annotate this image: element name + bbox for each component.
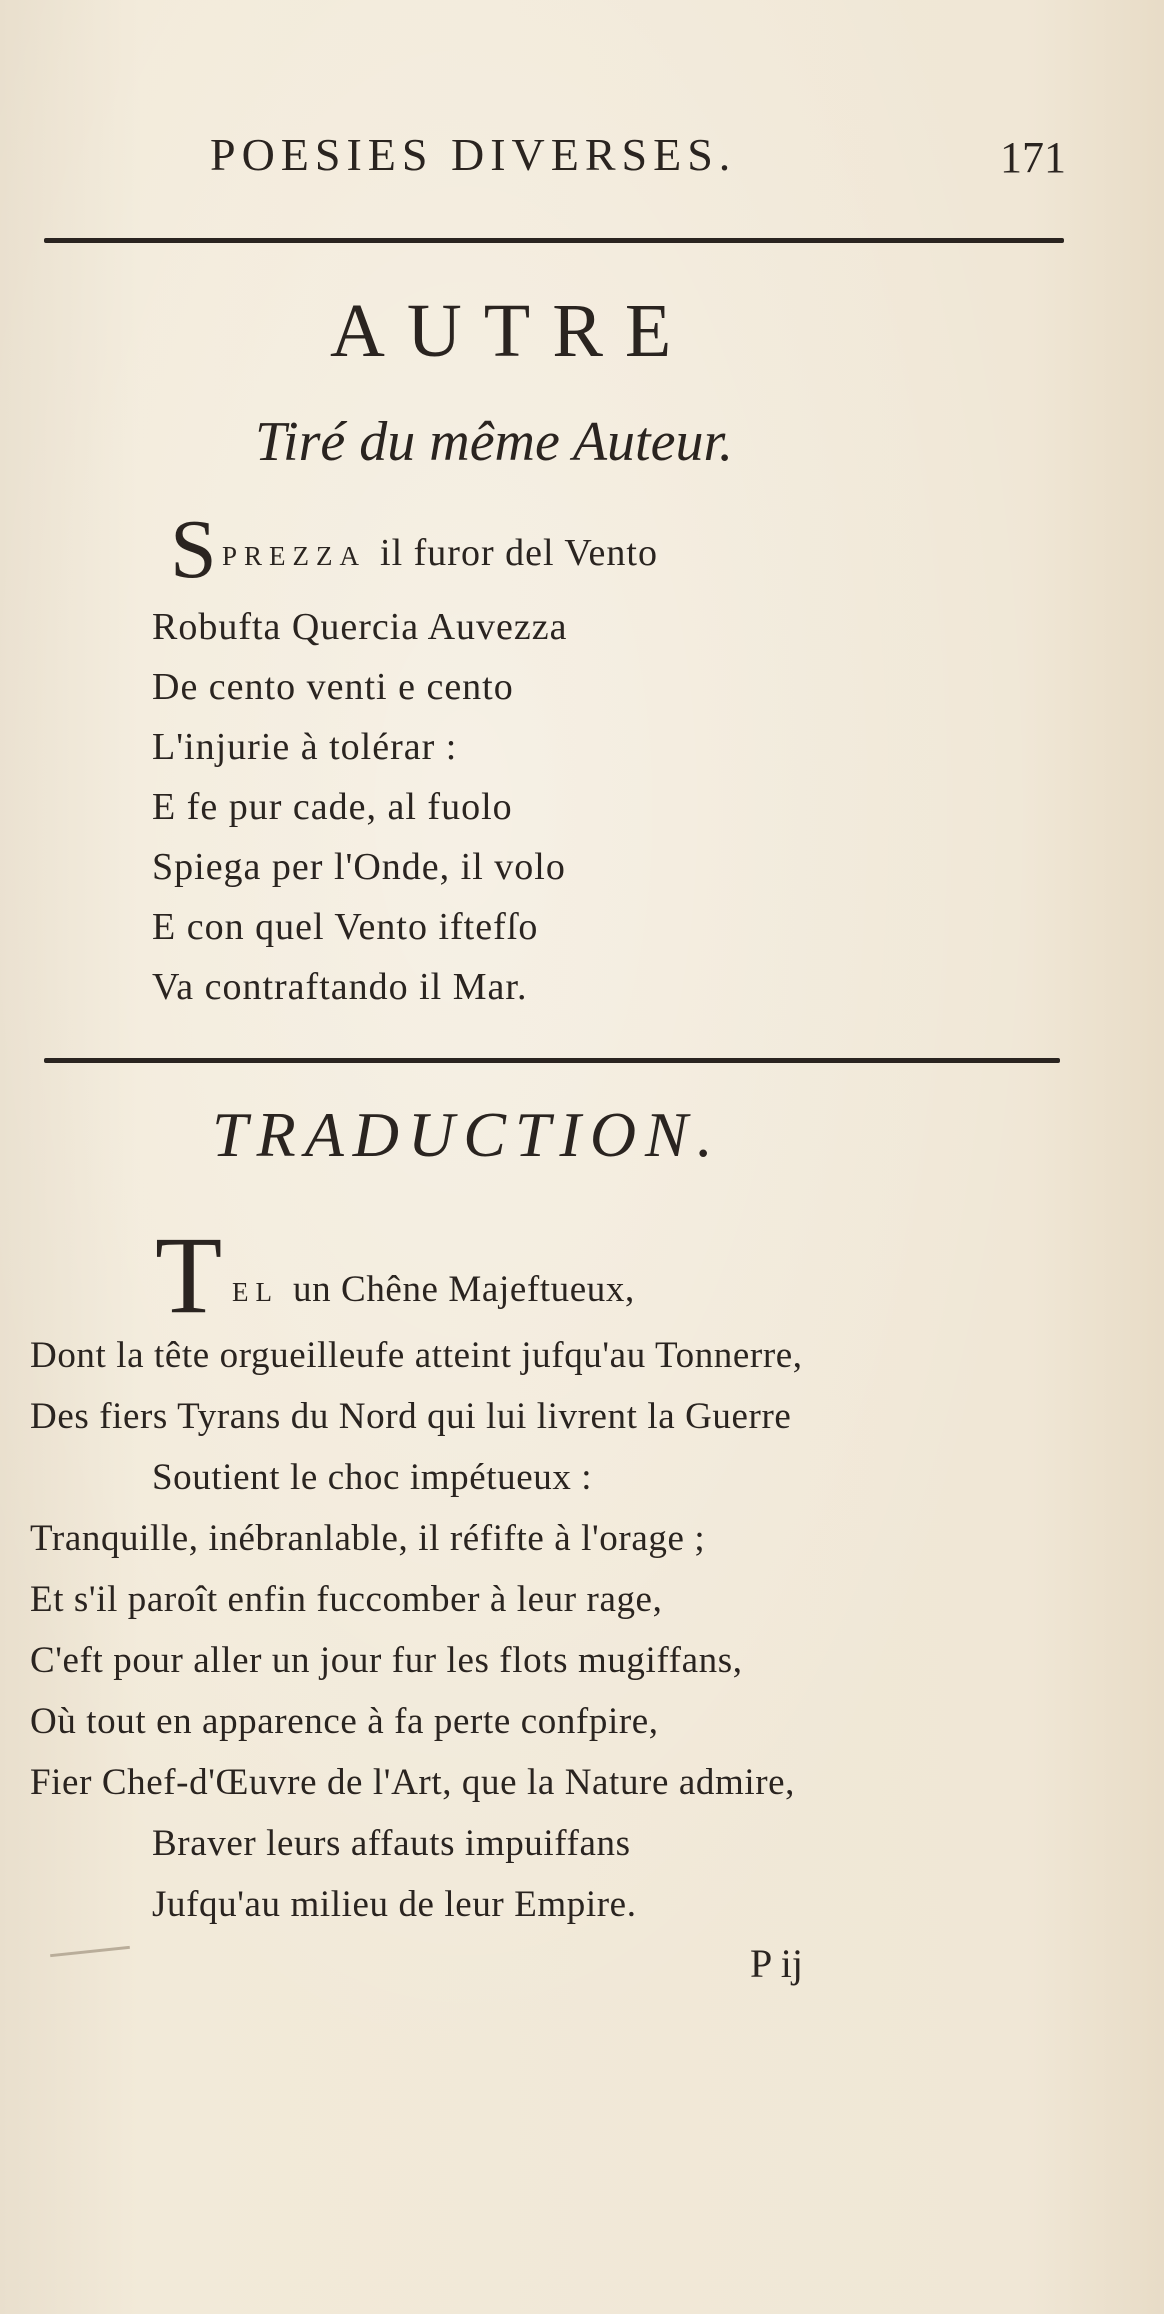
poem-line: De cento venti e cento <box>152 666 514 708</box>
poem-line: Robufta Quercia Auvezza <box>152 606 568 648</box>
translation-line-1 <box>232 1268 635 1311</box>
translation-line: Tranquille, inébranlable, il réfifte à l'orage ; <box>30 1518 706 1559</box>
translation-line: Où tout en apparence à fa perte confpire, <box>30 1701 659 1742</box>
poem-line-1 <box>222 528 658 581</box>
running-head: POESIES DIVERSES. <box>210 129 737 180</box>
translation-first-line-rest: un Chêne Majeftueux, <box>293 1269 635 1310</box>
middle-rule <box>44 1058 1060 1063</box>
signature-mark: P ij <box>750 1941 803 1986</box>
translation-line: Des fiers Tyrans du Nord qui lui livrent la Guerre <box>30 1396 792 1437</box>
drop-cap-s: S <box>170 503 217 596</box>
poem-line: E fe pur cade, al fuolo <box>152 786 513 828</box>
translation-line: Jufqu'au milieu de leur Empire. <box>152 1884 637 1925</box>
top-rule <box>44 238 1064 243</box>
translation-line: Soutient le choc impétueux : <box>152 1457 593 1498</box>
page-number: 171 <box>1000 133 1066 182</box>
translation-line: Fier Chef-d'Œuvre de l'Art, que la Nature admire, <box>30 1762 796 1803</box>
poem-first-word-rest: PREZZA <box>222 541 367 571</box>
translation-first-word-rest: EL <box>232 1277 279 1307</box>
stray-ink-mark <box>50 1946 130 1957</box>
poem-first-line-rest: il furor del Vento <box>380 532 658 574</box>
poem-line: Va contraftando il Mar. <box>152 966 528 1008</box>
poem-title: AUTRE <box>330 289 694 373</box>
translation-line: Et s'il paroît enfin fuccomber à leur rage, <box>30 1579 663 1620</box>
poem-line: Spiega per l'Onde, il volo <box>152 846 566 888</box>
poem-line: L'injurie à tolérar : <box>152 726 458 768</box>
translation-title: TRADUCTION. <box>212 1099 722 1170</box>
poem-line: E con quel Vento iftefſo <box>152 906 539 948</box>
drop-cap-t: T <box>155 1214 223 1336</box>
translation-line: Braver leurs affauts impuiffans <box>152 1823 631 1864</box>
translation-line: C'eft pour aller un jour fur les flots mugiffans, <box>30 1640 743 1681</box>
translation-line: Dont la tête orgueilleufe atteint jufqu'au Tonnerre, <box>30 1335 803 1376</box>
poem-subtitle: Tiré du même Auteur. <box>255 411 734 473</box>
